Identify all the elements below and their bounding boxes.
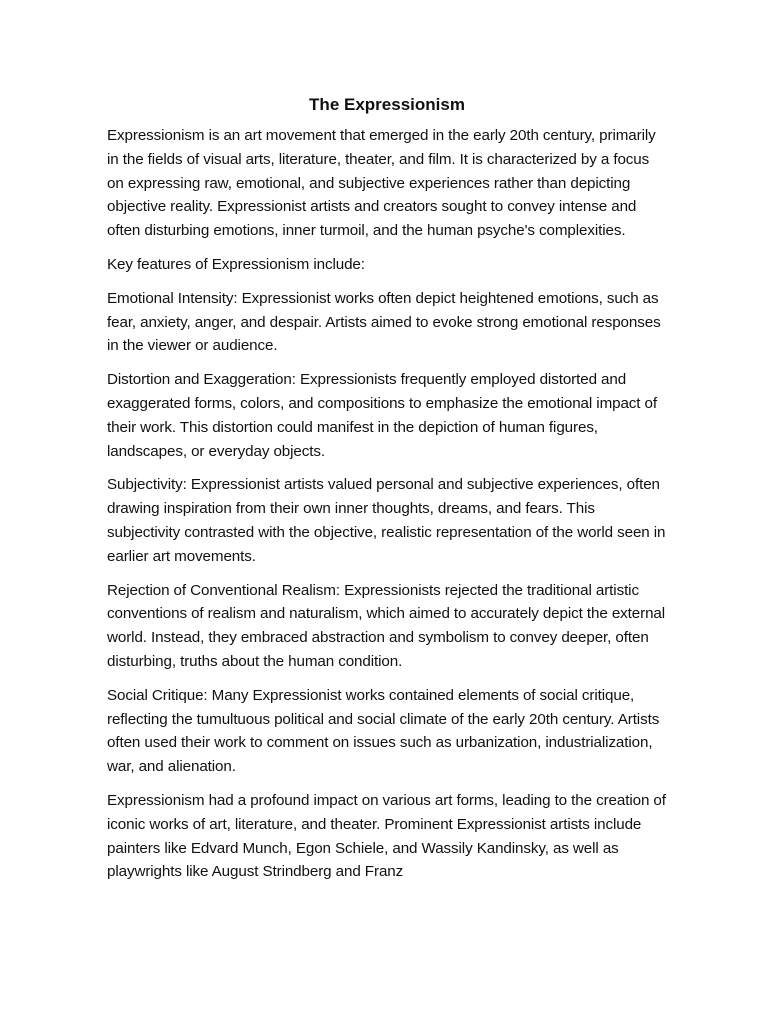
paragraph-emotional-intensity: Emotional Intensity: Expressionist works often depict heightened emotions, such as fear, anxiety, anger, and despair. Artists aimed to evoke strong emotional responses in the viewer or audience. [107, 289, 661, 355]
paragraph-rejection-realism: Rejection of Conventional Realism: Expressionists rejected the traditional artistic conventions of realism and naturalism, which aimed to accurately depict the external world. Instead, they embraced abstraction and symbolism to convey deeper, often disturbing, truths about the human condition. [107, 581, 666, 670]
paragraph-key-features-heading: Key features of Expressionism include: [107, 255, 365, 273]
paragraph-intro: Expressionism is an art movement that emerged in the early 20th century, primarily in the fields of visual arts, literature, theater, and film. It is characterized by a focus on expressing raw, emotional, and subjective experiences rather than depicting objective reality. Expressionist artists and creators sought to convey intense and often disturbing emotions, inner turmoil, and the human psyche's complexities. [107, 127, 656, 240]
document-page [107, 93, 667, 894]
paragraph-distortion-exaggeration: Distortion and Exaggeration: Expressionists frequently employed distorted and exaggerated forms, colors, and compositions to emphasize the emotional impact of their work. This distortion could manifest in the depiction of human figures, landscapes, or everyday objects. [107, 371, 658, 460]
paragraph-social-critique: Social Critique: Many Expressionist works contained elements of social critique, reflecting the tumultuous political and social climate of the early 20th century. Artists often used their work to comment on issues such as urbanization, industrialization, war, and alienation. [107, 686, 660, 776]
paragraph-subjectivity: Subjectivity: Expressionist artists valued personal and subjective experiences, often drawing inspiration from their own inner thoughts, dreams, and fears. This subjectivity contrasted with the objective, realistic representation of the world seen in earlier art movements. [107, 476, 666, 565]
paragraph-impact: Expressionism had a profound impact on various art forms, leading to the creation of iconic works of art, literature, and theater. Prominent Expressionist artists include painters like Edvard Munch, Egon Schiele, and Wassily Kandinsky, as well as playwrights like August Strindberg and Franz [107, 791, 666, 881]
document-title: The Expressionism [309, 95, 465, 114]
